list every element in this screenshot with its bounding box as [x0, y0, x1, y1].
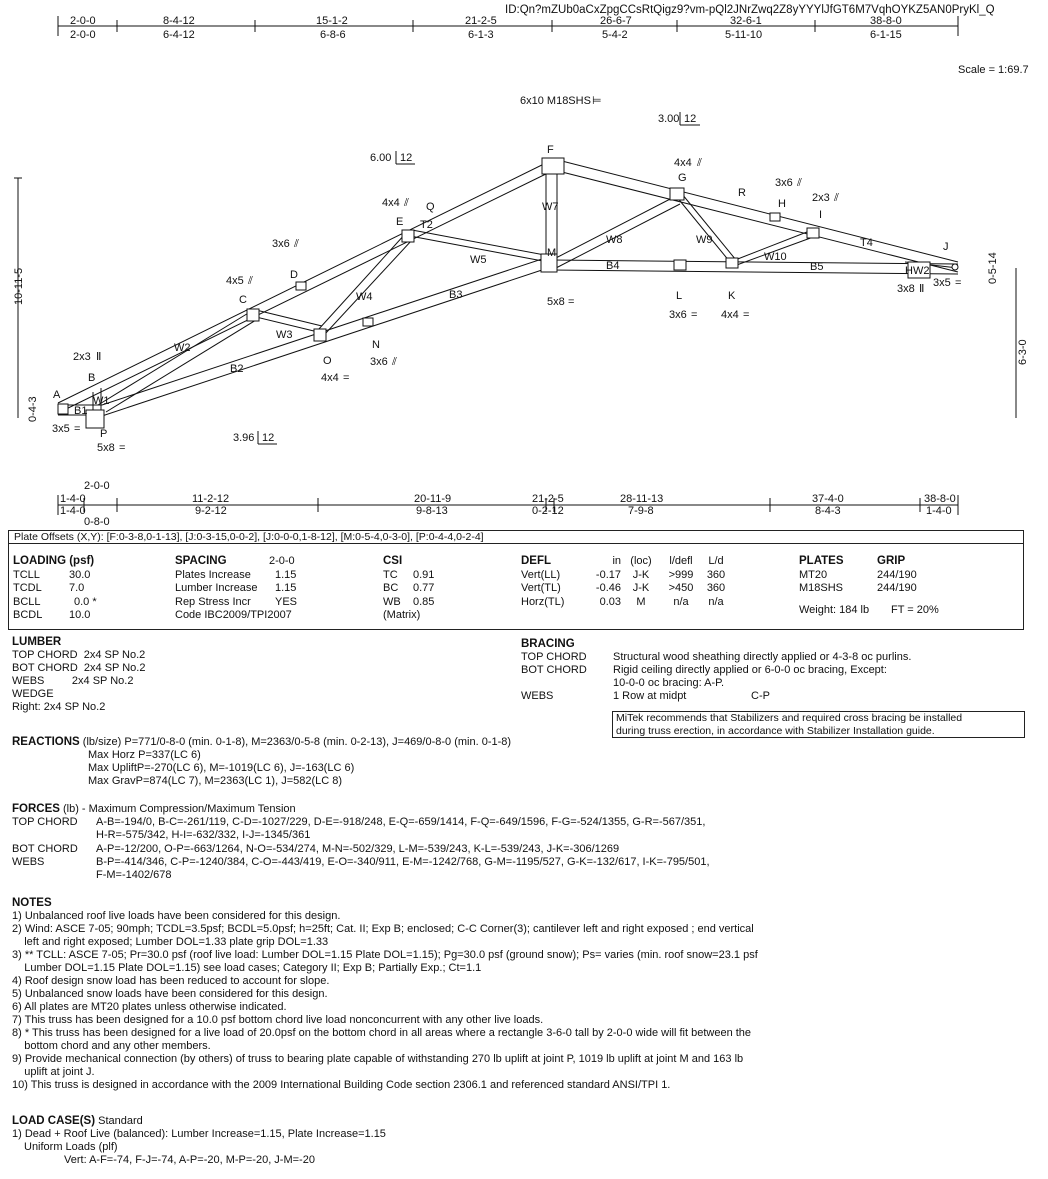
note-line: left and right exposed; Lumber DOL=1.33 plate grip DOL=1.33	[12, 936, 329, 948]
mitek-line: during truss erection, in accordance with Stabilizer Installation guide.	[616, 724, 935, 737]
top-dim-lower-6: 6-1-15	[870, 29, 902, 41]
svg-text:W2: W2	[174, 342, 191, 354]
forces-label: TOP CHORD	[12, 816, 78, 828]
plate-O	[314, 329, 326, 341]
member-labels	[74, 201, 929, 417]
note-line: 2) Wind: ASCE 7-05; 90mph; TCDL=3.5psf; BCDL=5.0psf; h=25ft; Cat. II; Exp B; enclosed; C-C Corner(3); cantilever left and right exposed ; end vertical	[12, 923, 754, 935]
bracing-label: TOP CHORD	[521, 651, 587, 663]
svg-text:E: E	[396, 216, 404, 228]
defl-value: 360	[706, 582, 726, 594]
defl-value: n/a	[708, 595, 724, 608]
svg-text:2-0-0: 2-0-0	[84, 480, 110, 492]
load-case-line: 1) Dead + Roof Live (balanced): Lumber Increase=1.15, Plate Increase=1.15	[12, 1128, 386, 1140]
forces-label: WEBS	[12, 856, 45, 868]
bracing-label: WEBS	[521, 690, 554, 702]
forces-label: BOT CHORD	[12, 843, 78, 855]
svg-text:1-4-0: 1-4-0	[926, 505, 952, 517]
note-line: Lumber DOL=1.15 Plate DOL=1.15) see load cases; Category II; Exp B; Partially Exp.; Ct=1.1	[12, 962, 482, 974]
csi-label: BC	[383, 582, 399, 594]
svg-text:=: =	[691, 309, 698, 321]
note-line: 9) Provide mechanical connection (by others) of truss to bearing plate capable of withstanding 270 lb uplift at joint P, 1019 lb uplift at joint M and 163 lb	[12, 1053, 744, 1065]
plate-I	[807, 228, 819, 238]
bracing-text: 1 Row at midpt	[613, 690, 687, 702]
forces-subtitle: (lb) - Maximum Compression/Maximum Tension	[62, 803, 296, 815]
svg-text:T4: T4	[860, 237, 873, 249]
csi-label: WB	[383, 595, 401, 608]
svg-text:3x6: 3x6	[370, 356, 388, 368]
top-dim-upper-0: 2-0-0	[70, 15, 96, 27]
svg-text:10-11-5: 10-11-5	[13, 267, 25, 305]
svg-text:W8: W8	[606, 234, 623, 246]
svg-text:12: 12	[262, 432, 275, 444]
lumber-row: BOT CHORD 2x4 SP No.2	[12, 662, 146, 674]
svg-text:W7: W7	[542, 201, 559, 213]
load-cases-section	[12, 1115, 386, 1167]
loading-label: TCDL	[13, 582, 42, 594]
top-dim-lower-1: 6-4-12	[163, 29, 195, 41]
plate-H	[770, 213, 780, 221]
svg-text:8-4-3: 8-4-3	[815, 505, 841, 517]
note-line: 8) * This truss has been designed for a live load of 20.0psf on the bottom chord in all areas where a rectangle 3-6-0 tall by 2-0-0 wide will fit between the	[12, 1027, 752, 1039]
top-dim-upper-6: 38-8-0	[870, 15, 902, 27]
svg-text:0-8-0: 0-8-0	[84, 516, 110, 528]
svg-text:J: J	[943, 241, 949, 253]
svg-text:20-11-9: 20-11-9	[414, 493, 452, 505]
plate-A	[58, 404, 68, 414]
defl-value: n/a	[673, 595, 689, 608]
header-id-line: ID:Qn?mZUb0aCxZpgCCsRtQigz9?vm-pQl2JNrZwq2Z8yYYYlJfGT6M7VqhOYKZ5AN0PryKl_Q	[505, 4, 995, 16]
plate-K	[726, 258, 738, 268]
svg-text:I: I	[819, 209, 823, 221]
svg-text:⫽: ⫽	[294, 238, 299, 250]
note-line: 1) Unbalanced roof live loads have been considered for this design.	[12, 910, 341, 922]
bracing-text: Rigid ceiling directly applied or 6-0-0 oc bracing, Except:	[613, 664, 887, 676]
plates-table	[799, 555, 939, 617]
spacing-value: YES	[275, 595, 298, 608]
ridge-plate-label: 6x10 M18SHS	[520, 95, 591, 107]
defl-value: >450	[668, 582, 694, 594]
bracing-label: BOT CHORD	[521, 664, 587, 676]
note-line: 7) This truss has been designed for a 10.0 psf bottom chord live load nonconcurrent with any other live loads.	[12, 1014, 544, 1026]
svg-text:W3: W3	[276, 329, 293, 341]
svg-text:6.00: 6.00	[370, 152, 392, 164]
svg-text:3.00: 3.00	[658, 113, 680, 125]
svg-text:B5: B5	[810, 261, 824, 273]
defl-value: J-K	[632, 568, 650, 581]
bracing-text: Structural wood sheathing directly applied or 4-3-8 oc purlins.	[613, 651, 912, 663]
plate-grip: 244/190	[877, 582, 917, 594]
svg-text:3x5: 3x5	[52, 423, 70, 435]
spacing-value: 2-0-0	[269, 555, 295, 567]
defl-label: Vert(TL)	[521, 582, 561, 594]
svg-text:0-4-3: 0-4-3	[27, 396, 39, 422]
defl-value: J-K	[632, 582, 650, 594]
spacing-label: Lumber Increase	[175, 582, 258, 594]
svg-text:4x4: 4x4	[382, 197, 400, 209]
lumber-row: Right: 2x4 SP No.2	[12, 701, 106, 713]
loading-table	[13, 555, 97, 623]
svg-text:P: P	[100, 428, 108, 440]
plates-title: PLATES	[799, 555, 844, 567]
svg-text:38-8-0: 38-8-0	[924, 493, 956, 505]
load-case-line: Uniform Loads (plf)	[24, 1141, 118, 1153]
svg-text:3x6: 3x6	[669, 309, 687, 321]
spacing-value: 1.15	[275, 568, 297, 581]
svg-text:⫽: ⫽	[797, 177, 802, 189]
loading-label: BCLL	[13, 595, 41, 608]
svg-text:C: C	[239, 294, 247, 306]
csi-value: 0.91	[413, 568, 435, 581]
spacing-value: 1.15	[275, 582, 297, 594]
defl-value: M	[636, 595, 646, 608]
notes-section	[12, 897, 758, 1092]
lumber-title: LUMBER	[12, 636, 62, 648]
note-line: 4) Roof design snow load has been reduced to account for slope.	[12, 975, 330, 987]
defl-header: l/defl	[669, 555, 693, 567]
top-dim-upper-3: 21-2-5	[465, 15, 497, 27]
ridge-plate-mark: ⊨	[592, 95, 602, 107]
top-dim-lower-4: 5-4-2	[602, 29, 628, 41]
svg-text:W5: W5	[470, 254, 487, 266]
bracing-section	[521, 638, 911, 703]
svg-text:K: K	[728, 290, 736, 302]
csi-value: 0.85	[413, 595, 435, 608]
top-dim-lower-0: 2-0-0	[70, 29, 96, 41]
plate-grip: 244/190	[877, 568, 917, 581]
bracing-text: 10-0-0 oc bracing: A-P.	[613, 677, 725, 689]
bracing-title: BRACING	[521, 638, 575, 650]
svg-text:B4: B4	[606, 260, 620, 272]
svg-text:21-2-5: 21-2-5	[532, 493, 564, 505]
svg-text:HW2: HW2	[905, 265, 930, 277]
svg-text:Q: Q	[426, 201, 435, 213]
loading-value: 10.0	[69, 609, 91, 621]
top-dim-lower-3: 6-1-3	[468, 29, 494, 41]
note-line: 3) ** TCLL: ASCE 7-05; Pr=30.0 psf (roof live load: Lumber DOL=1.15 Plate DOL=1.15); Pg=30.0 psf (ground snow); Ps= varies (min. roof snow=23.1 psf	[12, 949, 758, 961]
csi-title: CSI	[383, 555, 403, 567]
scale-label: Scale = 1:69.7	[958, 64, 1029, 76]
svg-text:F: F	[547, 144, 554, 156]
note-line: 10) This truss is designed in accordance with the 2009 International Building Code section 2306.1 and referenced standard ANSI/TPI 1.	[12, 1079, 671, 1091]
defl-header: (loc)	[630, 555, 652, 567]
lumber-row: WEDGE	[12, 688, 54, 700]
svg-text:4x4: 4x4	[674, 157, 692, 169]
top-dimension-labels	[70, 15, 902, 41]
truss-weight: Weight: 184 lb	[799, 603, 870, 616]
spacing-table	[175, 555, 297, 623]
reactions-section	[12, 736, 511, 788]
pitch-right	[658, 112, 700, 125]
defl-title: DEFL	[521, 555, 552, 567]
note-line: bottom chord and any other members.	[12, 1040, 211, 1052]
bracing-member: C-P	[751, 690, 770, 702]
plate-type: MT20	[799, 568, 828, 581]
svg-text:=: =	[743, 309, 750, 321]
svg-text:Ⅱ: Ⅱ	[96, 351, 102, 363]
note-line: 5) Unbalanced snow loads have been considered for this design.	[12, 988, 328, 1000]
top-dim-upper-1: 8-4-12	[163, 15, 195, 27]
loading-label: TCLL	[13, 568, 40, 581]
reactions-line: Max UpliftP=-270(LC 6), M=-1019(LC 6), J=-163(LC 6)	[88, 762, 355, 774]
top-dim-upper-2: 15-1-2	[316, 15, 348, 27]
svg-text:7-9-8: 7-9-8	[628, 505, 654, 517]
load-cases-subtitle: Standard	[98, 1115, 143, 1127]
svg-text:12: 12	[400, 152, 413, 164]
forces-line: H-R=-575/342, H-I=-632/332, I-J=-1345/361	[96, 829, 311, 841]
loading-value: 7.0	[69, 582, 85, 594]
spacing-label: Plates Increase	[175, 568, 251, 581]
svg-text:L: L	[676, 290, 683, 302]
defl-value: >999	[668, 568, 694, 581]
svg-text:9-2-12: 9-2-12	[195, 505, 227, 517]
svg-text:0-5-14: 0-5-14	[987, 252, 999, 284]
csi-value: 0.77	[413, 582, 435, 594]
defl-label: Horz(TL)	[521, 595, 565, 608]
svg-text:2x3: 2x3	[73, 351, 91, 363]
svg-text:=: =	[568, 296, 575, 308]
svg-text:3x8: 3x8	[897, 283, 915, 295]
spacing-label: Rep Stress Incr	[175, 595, 251, 608]
grip-title: GRIP	[877, 555, 906, 567]
svg-text:R: R	[738, 187, 746, 199]
defl-table	[521, 555, 731, 609]
svg-text:W9: W9	[696, 234, 713, 246]
loading-value: 30.0	[69, 568, 91, 581]
bottom-dimension-labels	[60, 480, 956, 528]
svg-text:⫽: ⫽	[697, 157, 702, 169]
truss-diagram	[0, 0, 1048, 530]
forces-line: F-M=-1402/678	[96, 869, 172, 881]
mitek-line: MiTek recommends that Stabilizers and required cross bracing be installed	[616, 712, 963, 724]
plate-J-tip	[952, 264, 958, 270]
spacing-code: Code IBC2009/TPI2007	[175, 609, 292, 621]
reactions-line: Max Horz P=337(LC 6)	[88, 749, 201, 761]
svg-text:2x3: 2x3	[812, 192, 830, 204]
pitch-bottom	[233, 431, 277, 444]
svg-text:A: A	[53, 389, 61, 401]
svg-text:4x5: 4x5	[226, 275, 244, 287]
forces-line: B-P=-414/346, C-P=-1240/384, C-O=-443/419, E-O=-340/911, E-M=-1242/768, G-M=-1195/527, G-K=-132/617, I-K=-795/501,	[96, 856, 710, 868]
note-line: 6) All plates are MT20 plates unless otherwise indicated.	[12, 1001, 287, 1013]
defl-value: -0.46	[595, 582, 621, 594]
svg-text:3x6: 3x6	[272, 238, 290, 250]
svg-text:N: N	[372, 339, 380, 351]
height-dim-right	[987, 252, 1029, 418]
svg-text:0-2-12: 0-2-12	[532, 505, 564, 517]
svg-text:T2: T2	[420, 219, 433, 231]
svg-text:28-11-13: 28-11-13	[620, 493, 664, 505]
svg-text:G: G	[678, 172, 687, 184]
svg-text:⫽: ⫽	[248, 275, 253, 287]
svg-text:O: O	[323, 355, 332, 367]
loading-title: LOADING (psf)	[13, 555, 95, 567]
svg-text:B1: B1	[74, 405, 88, 417]
csi-label: TC	[383, 568, 398, 581]
svg-text:1-4-0: 1-4-0	[60, 493, 86, 505]
notes-title: NOTES	[12, 897, 52, 909]
svg-text:B3: B3	[449, 289, 463, 301]
svg-text:=: =	[343, 372, 350, 384]
top-dim-upper-5: 32-6-1	[730, 15, 762, 27]
svg-text:H: H	[778, 198, 786, 210]
reactions-line: Max GravP=874(LC 7), M=2363(LC 1), J=582(LC 8)	[88, 775, 343, 787]
plate-F	[542, 158, 564, 174]
defl-label: Vert(LL)	[521, 568, 561, 581]
svg-text:B2: B2	[230, 363, 244, 375]
plate-E	[402, 230, 414, 242]
plate-size-labels	[52, 157, 961, 454]
svg-text:37-4-0: 37-4-0	[812, 493, 844, 505]
forces-line: A-B=-194/0, B-C=-261/119, C-D=-1027/229, D-E=-918/248, E-Q=-659/1414, F-Q=-649/1596, F-G=-524/1355, G-R=-567/351,	[96, 816, 706, 828]
reactions-line: (lb/size) P=771/0-8-0 (min. 0-1-8), M=2363/0-5-8 (min. 0-2-13), J=469/0-8-0 (min. 0-1-8)	[82, 736, 512, 748]
svg-text:3x6: 3x6	[775, 177, 793, 189]
svg-text:W10: W10	[764, 251, 787, 263]
svg-text:9-8-13: 9-8-13	[416, 505, 448, 517]
svg-text:4x4: 4x4	[321, 372, 339, 384]
forces-title: FORCES	[12, 803, 60, 815]
svg-text:5x8: 5x8	[97, 442, 115, 454]
plate-P	[86, 410, 104, 428]
plate-C	[247, 309, 259, 321]
svg-text:W4: W4	[356, 291, 373, 303]
lumber-row: WEBS 2x4 SP No.2	[12, 675, 134, 687]
defl-header: in	[612, 555, 621, 567]
forces-section	[12, 803, 710, 882]
svg-text:3x5: 3x5	[933, 277, 951, 289]
plate-D	[296, 282, 306, 290]
top-dim-lower-5: 5-11-10	[725, 29, 763, 41]
svg-text:B: B	[88, 372, 96, 384]
svg-text:⫽: ⫽	[392, 356, 397, 368]
height-dim-left	[13, 178, 39, 422]
loading-value: 0.0 *	[74, 595, 97, 608]
plate-type: M18SHS	[799, 582, 844, 594]
spacing-title: SPACING	[175, 555, 227, 567]
svg-text:=: =	[119, 442, 126, 454]
svg-text:⫽: ⫽	[834, 192, 839, 204]
forces-line: A-P=-12/200, O-P=-663/1264, N-O=-534/274, M-N=-502/329, L-M=-539/243, K-L=-539/243, J-K=-306/1269	[96, 843, 620, 855]
lumber-row: TOP CHORD 2x4 SP No.2	[12, 649, 146, 661]
svg-text:11-2-12: 11-2-12	[192, 493, 230, 505]
top-dim-upper-4: 26-6-7	[600, 15, 632, 27]
plate-G	[670, 188, 684, 200]
load-cases-title: LOAD CASE(S)	[12, 1115, 96, 1127]
load-case-line: Vert: A-F=-74, F-J=-74, A-P=-20, M-P=-20, J-M=-20	[64, 1154, 315, 1166]
svg-text:D: D	[290, 269, 298, 281]
svg-text:5x8: 5x8	[547, 296, 565, 308]
lumber-section	[12, 636, 145, 714]
note-line: uplift at joint J.	[12, 1066, 95, 1078]
svg-text:M: M	[547, 247, 557, 259]
reactions-title: REACTIONS	[12, 736, 80, 748]
svg-text:=: =	[74, 423, 81, 435]
svg-text:3.96: 3.96	[233, 432, 255, 444]
defl-value: 360	[706, 568, 726, 581]
defl-value: 0.03	[599, 595, 621, 608]
joint-labels	[53, 144, 949, 440]
svg-text:=: =	[955, 277, 962, 289]
svg-text:4x4: 4x4	[721, 309, 739, 321]
mitek-notice	[612, 711, 1025, 738]
defl-value: -0.17	[595, 568, 621, 581]
svg-text:W1: W1	[93, 395, 110, 407]
csi-matrix: (Matrix)	[383, 609, 421, 621]
svg-text:⫽: ⫽	[404, 197, 409, 209]
csi-table	[383, 555, 434, 623]
plate-offsets: Plate Offsets (X,Y): [F:0-3-8,0-1-13], [J:0-3-15,0-0-2], [J:0-0-0,1-8-12], [M:0-5-4,0-3-0], [P:0-4-4,0-2-4]	[8, 530, 1024, 544]
svg-text:12: 12	[684, 113, 697, 125]
plate-N	[363, 318, 373, 326]
loading-label: BCDL	[13, 609, 43, 621]
plate-L	[674, 260, 686, 270]
defl-header: L/d	[708, 555, 724, 567]
svg-text:1-4-0: 1-4-0	[60, 505, 86, 517]
ft-value: FT = 20%	[891, 603, 939, 616]
top-dim-lower-2: 6-8-6	[320, 29, 346, 41]
pitch-left	[370, 151, 415, 164]
svg-text:6-3-0: 6-3-0	[1017, 339, 1029, 365]
svg-text:Ⅱ: Ⅱ	[919, 283, 925, 295]
